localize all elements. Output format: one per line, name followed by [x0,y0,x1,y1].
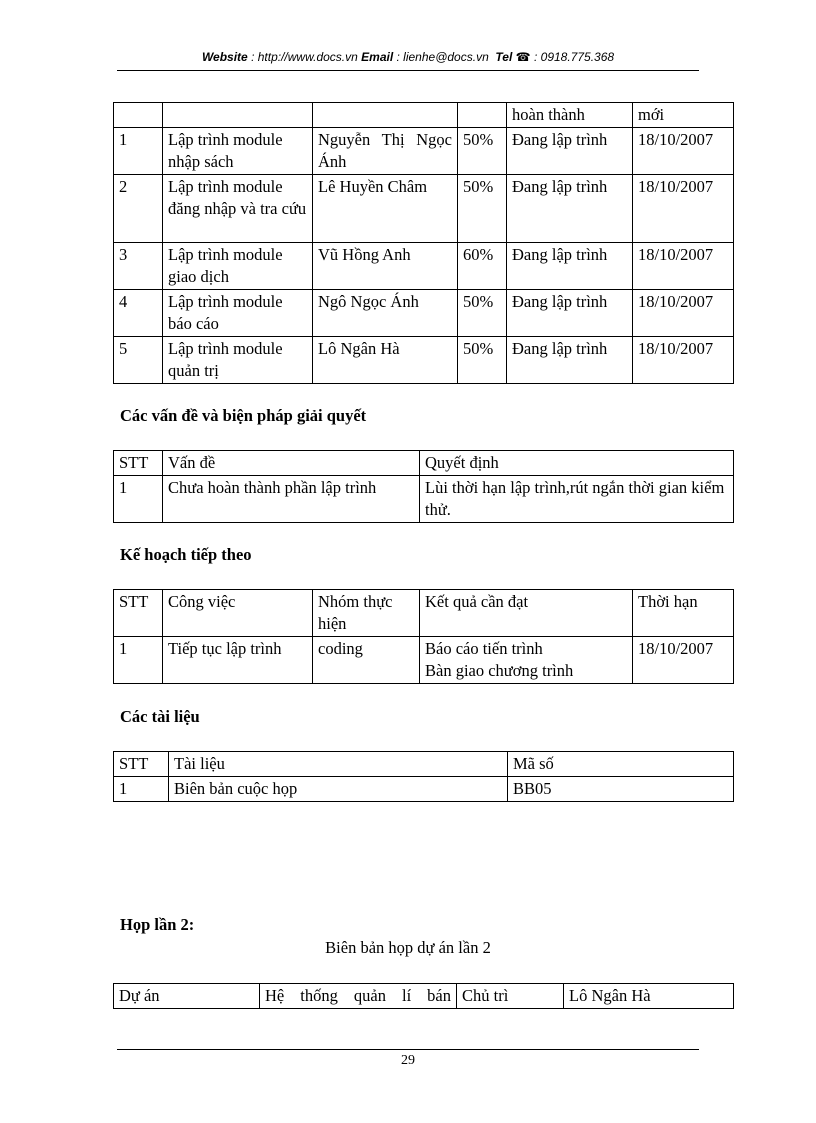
website-label: Website [201,50,248,64]
documents-heading: Các tài liệu [120,707,200,726]
task-cell: Tiếp tục lập trình [163,637,313,684]
project-value-cell: Hệ thống quản lí bán [260,984,457,1009]
documents-table [113,751,734,802]
result-line: Bàn giao chương trình [425,661,574,680]
tel-label: Tel [495,50,513,64]
stt-cell: 3 [114,243,163,290]
percent-cell: 50% [458,290,507,337]
person-cell: Ngô Ngọc Ánh [313,290,458,337]
status-cell: Đang lập trình [507,337,633,384]
table-row [114,777,734,802]
result-cell [420,637,633,684]
column-header: Tài liệu [169,752,508,777]
code-cell: BB05 [508,777,734,802]
table-row [114,175,734,243]
table-cell [458,103,507,128]
group-cell: coding [313,637,420,684]
table-row [114,637,734,684]
percent-cell: 50% [458,175,507,243]
task-cell: Lập trình module đăng nhập và tra cứu [163,175,313,243]
percent-cell: 50% [458,128,507,175]
next-plan-heading: Kế hoạch tiếp theo [120,545,252,564]
status-cell: Đang lập trình [507,243,633,290]
result-line: Báo cáo tiến trình [425,639,543,658]
table-cell: hoàn thành [507,103,633,128]
doc-cell: Biên bản cuộc họp [169,777,508,802]
chair-value-cell: Lô Ngân Hà [564,984,734,1009]
table-row [114,984,734,1009]
column-header: Công việc [163,590,313,637]
footer-rule [117,1049,699,1050]
column-header: Quyết định [420,451,734,476]
stt-cell: 1 [114,637,163,684]
column-header: Vấn đề [163,451,420,476]
task-cell: Lập trình module giao dịch [163,243,313,290]
stt-cell: 4 [114,290,163,337]
status-cell: Đang lập trình [507,290,633,337]
percent-cell: 50% [458,337,507,384]
percent-cell: 60% [458,243,507,290]
deadline-cell: 18/10/2007 [633,637,734,684]
meeting2-heading: Họp lần 2: [120,915,195,934]
status-cell: Đang lập trình [507,175,633,243]
person-cell: Lô Ngân Hà [313,337,458,384]
email-value: lienhe@docs.vn [403,50,489,64]
date-cell: 18/10/2007 [633,128,734,175]
column-header: Nhóm thực hiện [313,590,420,637]
header-rule [117,70,699,71]
task-cell: Lập trình module nhập sách [163,128,313,175]
stt-cell: 1 [114,128,163,175]
column-header: STT [114,752,169,777]
date-cell: 18/10/2007 [633,337,734,384]
chair-label-cell: Chủ trì [457,984,564,1009]
meeting2-table [113,983,734,1009]
table-row [114,337,734,384]
tel-value: 0918.775.368 [540,50,615,64]
stt-cell: 2 [114,175,163,243]
project-label-cell: Dự án [114,984,260,1009]
table-row [114,476,734,523]
stt-cell: 5 [114,337,163,384]
column-header: Thời hạn [633,590,734,637]
next-plan-table [113,589,734,684]
date-cell: 18/10/2007 [633,290,734,337]
table-cell: mới [633,103,734,128]
page-number: 29 [401,1053,415,1068]
progress-table [113,102,734,384]
decision-cell: Lùi thời hạn lập trình,rút ngắn thời gian kiểm thử. [420,476,734,523]
table-cell [163,103,313,128]
person-cell: Lê Huyền Châm [313,175,458,243]
issues-heading: Các vấn đề và biện pháp giải quyết [120,406,367,425]
column-header: STT [114,451,163,476]
meeting2-title: Biên bản họp dự án lần 2 [325,938,491,957]
person-cell: Nguyễn Thị Ngọc Ánh [313,128,458,175]
table-cell [114,103,163,128]
task-cell: Lập trình module quản trị [163,337,313,384]
table-header-row [114,451,734,476]
page-header: Website : http://www.docs.vn Email : lienhe@docs.vn Tel ☎ : 0918.775.368 [201,50,615,64]
person-cell: Vũ Hồng Anh [313,243,458,290]
column-header: Mã số [508,752,734,777]
table-cell [313,103,458,128]
table-row [114,128,734,175]
table-row [114,243,734,290]
phone-icon: ☎ [515,50,531,64]
table-header-row [114,590,734,637]
date-cell: 18/10/2007 [633,243,734,290]
website-value: http://www.docs.vn [257,50,358,64]
column-header: STT [114,590,163,637]
table-header-row [114,752,734,777]
stt-cell: 1 [114,777,169,802]
table-row [114,103,734,128]
stt-cell: 1 [114,476,163,523]
date-cell: 18/10/2007 [633,175,734,243]
issue-cell: Chưa hoàn thành phần lập trình [163,476,420,523]
email-label: Email [361,50,394,64]
column-header: Kết quả cần đạt [420,590,633,637]
status-cell: Đang lập trình [507,128,633,175]
table-row [114,290,734,337]
issues-table [113,450,734,523]
task-cell: Lập trình module báo cáo [163,290,313,337]
